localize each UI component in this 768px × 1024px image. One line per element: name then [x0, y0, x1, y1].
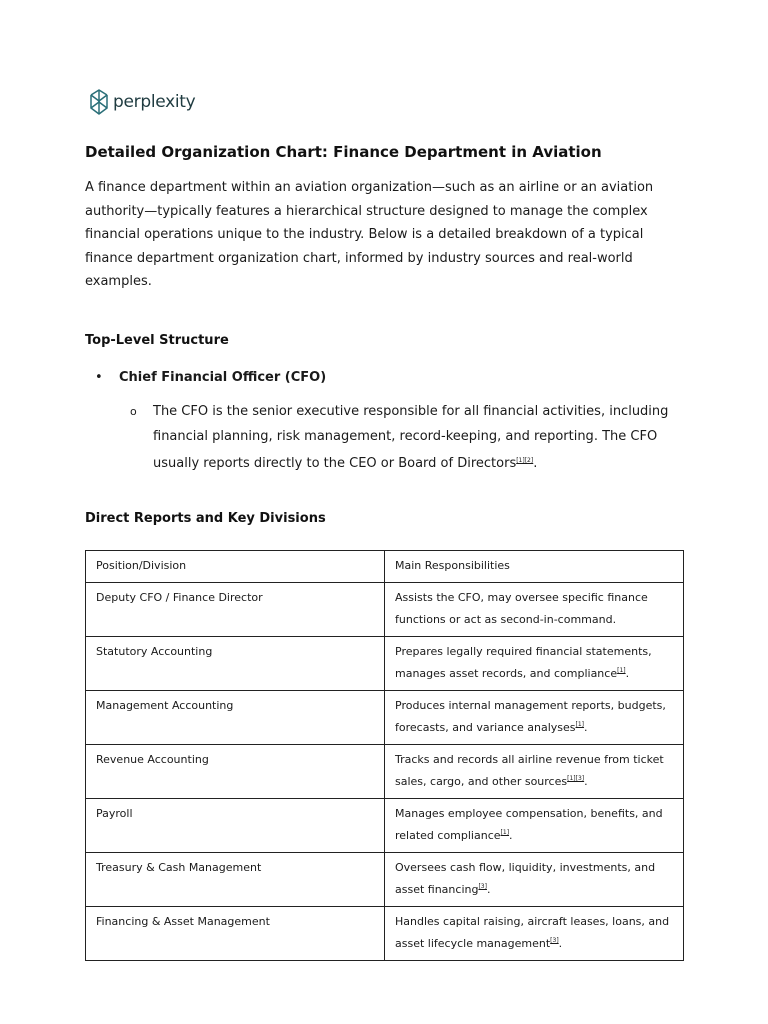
sentence-end: .	[533, 456, 538, 471]
responsibility-cell	[385, 852, 684, 906]
responsibility-cell	[385, 582, 684, 636]
responsibility-text: Produces internal management reports, budgets, forecasts, and variance analyses	[395, 698, 666, 734]
responsibility-text: Tracks and records all airline revenue from ticket sales, cargo, and other sources	[395, 752, 664, 788]
table-header-row	[86, 551, 684, 583]
responsibility-text: Assists the CFO, may oversee specific finance functions or act as second-in-command.	[395, 590, 648, 626]
responsibility-cell	[385, 798, 684, 852]
table-row	[86, 690, 684, 744]
column-header-responsibilities: Main Responsibilities	[385, 551, 684, 583]
citation-link[interactable]: [1]	[617, 667, 626, 674]
citation-link[interactable]: [1]	[575, 721, 585, 728]
table-row	[86, 744, 684, 798]
direct-reports-heading: Direct Reports and Key Divisions	[85, 511, 326, 526]
column-header-position: Position/Division	[86, 551, 385, 583]
cfo-description-text: The CFO is the senior executive responsible for all financial activities, including financial planning, risk management, record-keeping, and reporting. The CFO usually reports directly to the CEO or Board of Directors	[153, 404, 669, 471]
document-title: Detailed Organization Chart: Finance Department in Aviation	[85, 143, 602, 161]
responsibility-text: Prepares legally required financial statements, manages asset records, and compliance	[395, 644, 652, 680]
perplexity-logo	[89, 89, 195, 115]
table-row	[86, 906, 684, 960]
citation-link[interactable]: [1]	[500, 829, 510, 836]
position-cell: Statutory Accounting	[86, 636, 385, 690]
position-cell: Treasury & Cash Management	[86, 852, 385, 906]
sentence-end: .	[486, 883, 491, 896]
top-level-heading: Top-Level Structure	[85, 333, 229, 348]
sentence-end: .	[584, 775, 588, 788]
sentence-end: .	[625, 667, 630, 680]
responsibility-text: Manages employee compensation, benefits, and related compliance	[395, 806, 663, 842]
sub-bullet-marker: o	[130, 405, 137, 418]
position-cell: Deputy CFO / Finance Director	[86, 582, 385, 636]
position-cell: Revenue Accounting	[86, 744, 385, 798]
bullet-dot-icon: •	[95, 370, 103, 385]
citation-link[interactable]: [3]	[550, 937, 559, 944]
sentence-end: .	[509, 829, 513, 842]
responsibility-cell	[385, 636, 684, 690]
table-row	[86, 582, 684, 636]
citation-link[interactable]: [3]	[478, 883, 487, 890]
position-cell: Payroll	[86, 798, 385, 852]
sentence-end: .	[558, 937, 563, 950]
responsibility-cell	[385, 744, 684, 798]
cfo-bullet	[95, 370, 326, 385]
responsibility-cell	[385, 690, 684, 744]
responsibility-cell	[385, 906, 684, 960]
position-cell: Financing & Asset Management	[86, 906, 385, 960]
cfo-description	[130, 400, 690, 477]
table-row	[86, 798, 684, 852]
sentence-end: .	[584, 721, 588, 734]
table-row	[86, 852, 684, 906]
responsibility-text: Oversees cash flow, liquidity, investments, and asset financing	[395, 860, 656, 896]
citation-link[interactable]: [1][3]	[567, 775, 585, 782]
logo-wordmark: perplexity	[113, 92, 196, 112]
cfo-label: Chief Financial Officer (CFO)	[119, 370, 327, 385]
responsibilities-table	[85, 550, 684, 961]
perplexity-logo-icon	[89, 89, 109, 115]
table-row	[86, 636, 684, 690]
responsibility-text: Handles capital raising, aircraft leases, loans, and asset lifecycle management	[395, 914, 670, 950]
citation-link[interactable]: [1][2]	[516, 457, 534, 464]
intro-paragraph: A finance department within an aviation organization—such as an airline or an aviation authority—typically features a hierarchical structure designed to manage the complex financial operations unique to the industry. Below is a detailed breakdown of a typical finance department organization chart, informed by industry sources and real-world examples.	[85, 180, 654, 290]
position-cell: Management Accounting	[86, 690, 385, 744]
